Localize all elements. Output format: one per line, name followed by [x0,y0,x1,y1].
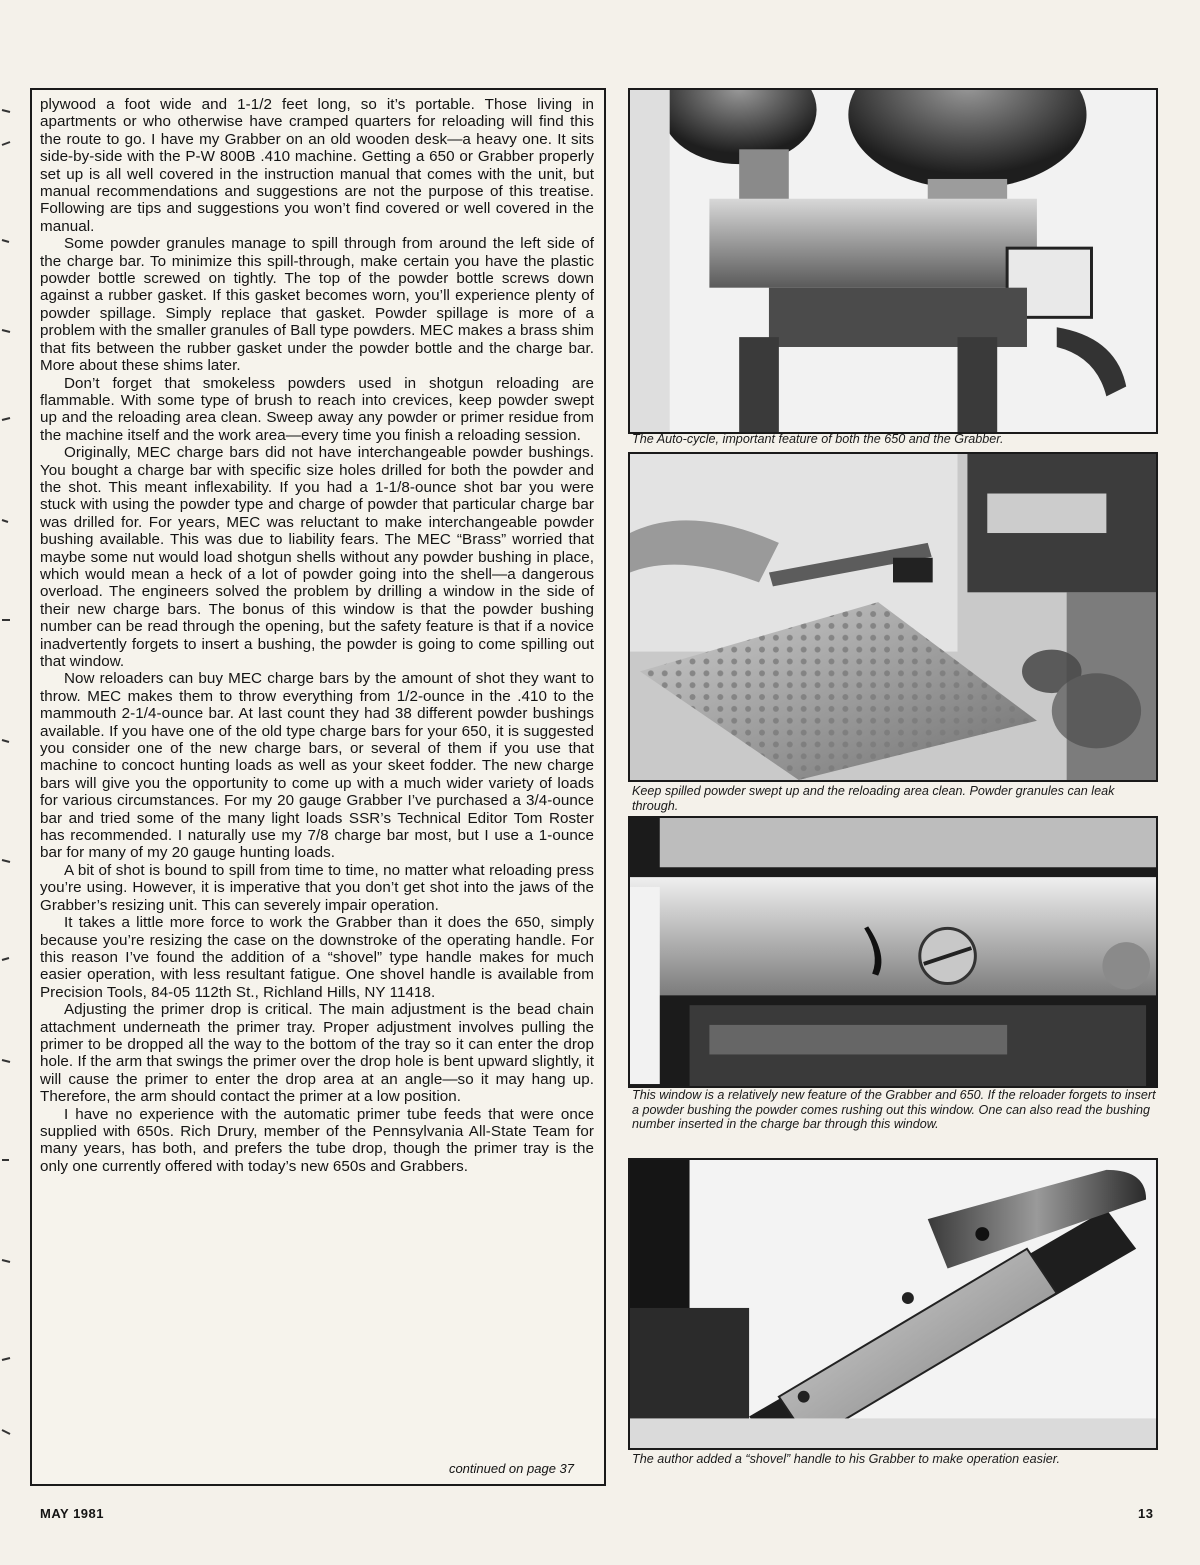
photo-caption-3: This window is a relatively new feature of the Grabber and 650. If the reloader forgets to insert a powder bushing the powder comes rushing out this window. One can also read the bushing number inserted in the charge bar through this window. [632,1088,1156,1131]
article-paragraph-6: A bit of shot is bound to spill from time to time, no matter what reloading press you’re using. However, it is imperative that you don’t get shot into the jaws of the Grabber’s resizing unit. This can severely impair operation. [40,861,594,914]
footer-date: MAY 1981 [40,1506,104,1521]
photo-caption-2: Keep spilled powder swept up and the reloading area clean. Powder granules can leak through. [632,784,1115,813]
article-paragraph-4: Originally, MEC charge bars did not have interchangeable powder bushings. You bought a charge bar with specific size holes drilled for both the powder and the shot. This meant inflexability. If you had a 1-1/8-ounce shot bar you were stuck with using the powder type and charge of powder that particular charge bar was drilled for. For years, MEC was reluctant to make interchangeable powder bushing available. This was due to liability fears. The MEC “Brass” worried that maybe some nut would load shotgun shells without any powder bushing in place, which would mean a heck of a lot of powder going into the shell—a dangerous overload. The engineers solved the problem by drilling a window in the side of their new charge bars. The bonus of this window is that the powder bushing number can be read through the opening, but the safety feature is that if a novice inadvertently forgets to insert a bushing, the powder is going to come spilling out that window. [40,444,594,670]
photo-powder-brush [628,452,1158,782]
article-paragraph-5: Now reloaders can buy MEC charge bars by the amount of shot they want to throw. MEC makes them to throw everything from 1/2-ounce in the .410 to the mammouth 2-1/4-ounce bar. At last count they had 38 different powder bushings available. If you have one of the old type charge bars for your 650, it is suggested you consider one of the new charge bars, or several of them if you use that machine to concoct hunting loads as well as your skeet fodder. The new charge bars will give you the opportunity to come up with a much wider variety of loads for various circumstances. For my 20 gauge Grabber I’ve purchased a 3/4-ounce bar and tried some of the many light loads SSR’s Technical Editor Tom Roster has recommended. I naturally use my 7/8 charge bar most, but I use a 1-ounce bar for many of my 20 gauge hunting loads. [40,670,594,862]
article-paragraph-9: I have no experience with the automatic primer tube feeds that were once supplied with 650s. Rich Drury, member of the Pennsylvania All-State Team for many years, has both, and prefers the tube drop, though the primer tray is the only one currently offered with today’s new 650s and Grabbers. [40,1105,594,1175]
photo-shovel-handle [628,1158,1158,1450]
photo-caption-1: The Auto-cycle, important feature of both the 650 and the Grabber. [632,432,1004,446]
photo-auto-cycle [628,88,1158,434]
continued-note: continued on page 37 [448,1461,574,1476]
photo-caption-4: The author added a “shovel” handle to his Grabber to make operation easier. [632,1452,1060,1466]
margin-marks [0,100,14,1460]
page-number: 13 [1138,1506,1154,1521]
article-paragraph-1: plywood a foot wide and 1-1/2 feet long, so it’s portable. Those living in apartments or who otherwise have cramped quarters for reloading will find this the route to go. I have my Grabber on an old wooden desk—a heavy one. It sits side-by-side with the P-W 800B .410 machine. Getting a 650 or Grabber properly set up is all well covered in the instruction manual that comes with the unit, but manual recommendations and suggestions are not the purpose of this treatise. Following are tips and suggestions you won’t find covered or well covered in the manual. [40,96,594,235]
article-paragraph-7: It takes a little more force to work the Grabber than it does the 650, simply because you’re resizing the case on the downstroke of the operating handle. For this reason I’ve found the addition of a “shovel” type handle makes for much easier operation, with less resultant fatigue. One shovel handle is available from Precision Tools, 84-05 112th St., Richland Hills, NY 11418. [40,914,594,1001]
article-paragraph-3: Don’t forget that smokeless powders used in shotgun reloading are flammable. With some type of brush to reach into crevices, keep powder swept up and the reloading area clean. Sweep away any powder or primer residue from the machine itself and the work area—every time you finish a reloading session. [40,374,594,444]
photo-charge-bar-window [628,816,1158,1088]
article-paragraph-2: Some powder granules manage to spill through from around the left side of the charge bar. To minimize this spill-through, make certain you have the plastic powder bottle screwed on tightly. The top of the powder bottle screws down against a rubber gasket. If this gasket becomes worn, you’ll experience plenty of powder spillage. Simply replace that gasket. Powder spillage is more of a problem with the smaller granules of Ball type powders. MEC makes a brass shim that fits between the rubber gasket under the powder bottle and the charge bar. More about these shims later. [40,235,594,375]
article-paragraph-8: Adjusting the primer drop is critical. The main adjustment is the bead chain attachment underneath the primer tray. Proper adjustment involves pulling the primer to be dropped all the way to the bottom of the tray so it can enter the drop hole. If the arm that swings the primer over the drop hole is bent upward slightly, it will cause the primer to enter the drop area at an angle—so it may hang up. Therefore, the arm should contact the primer at a low position. [40,1001,594,1106]
article-text-column [30,88,606,1486]
